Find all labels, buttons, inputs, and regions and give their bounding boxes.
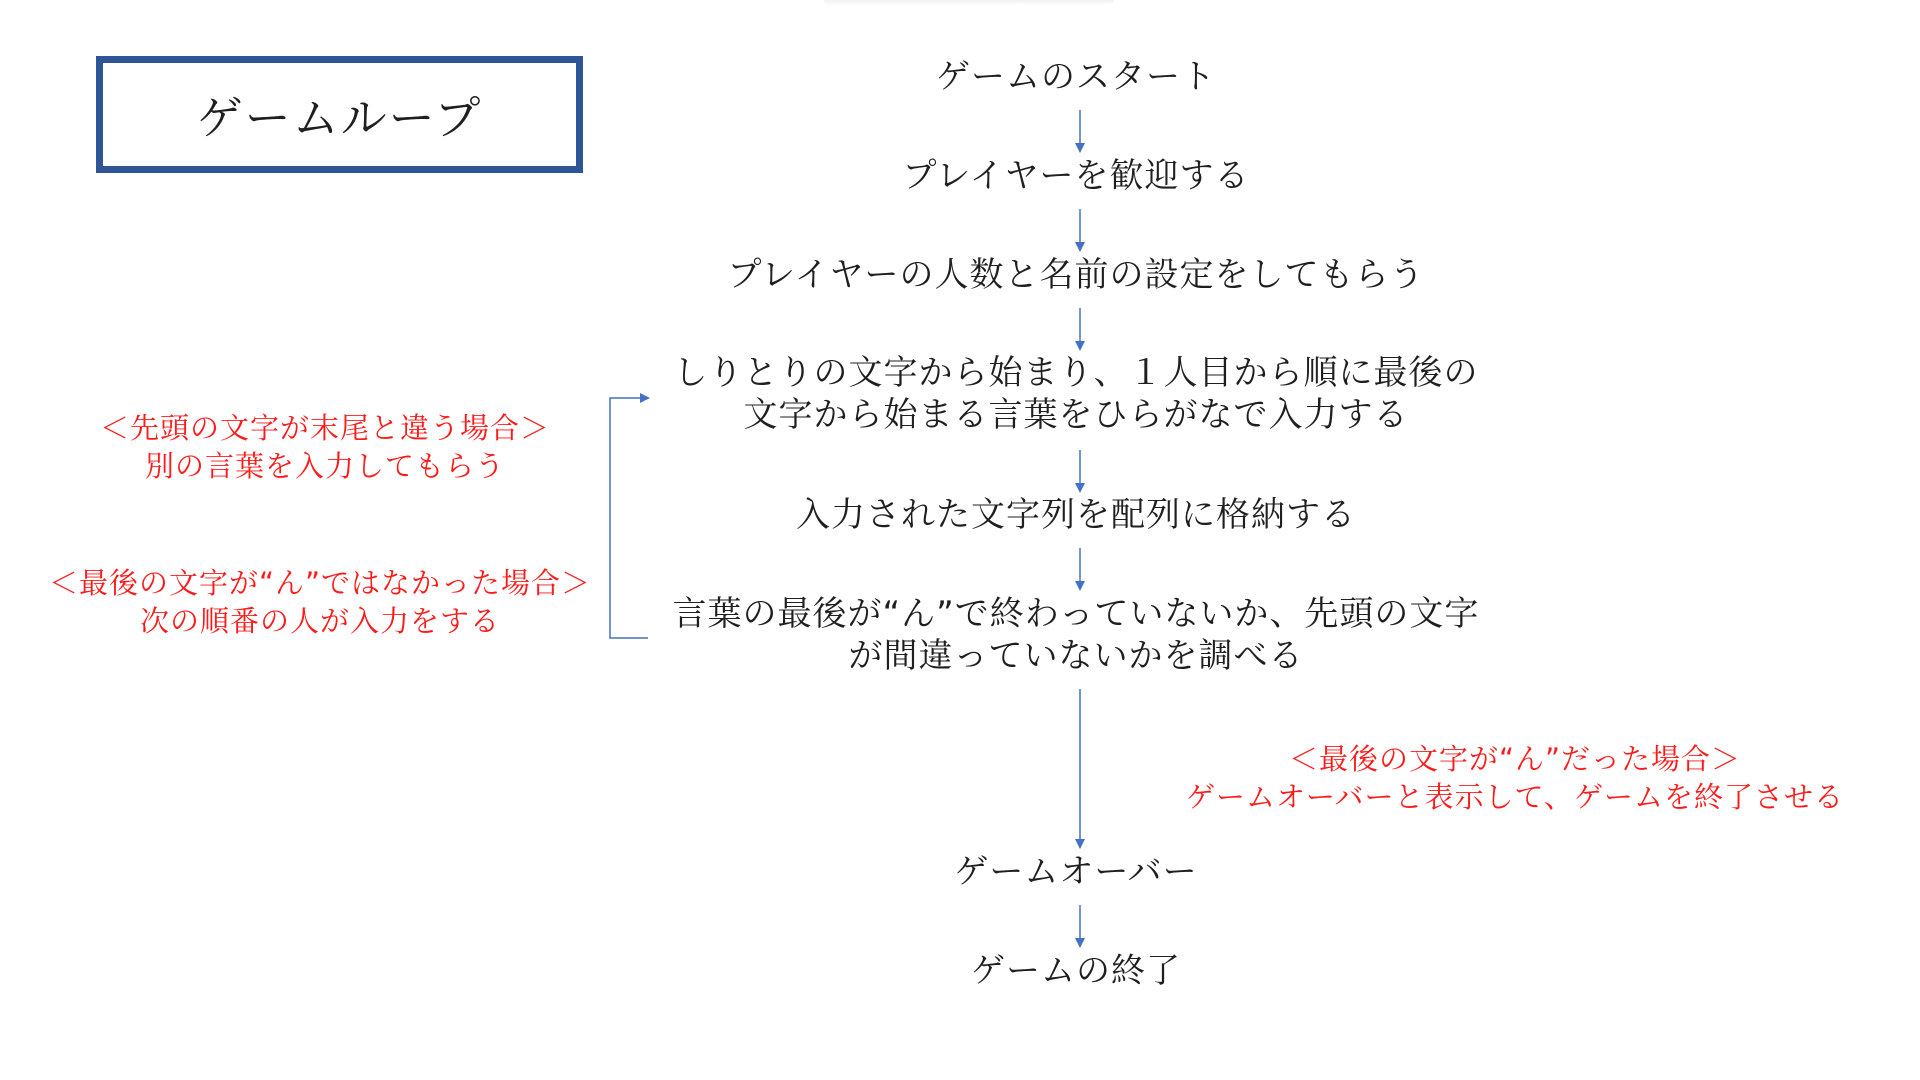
note-line: 別の言葉を入力してもらう (144, 449, 505, 483)
step-welcome-player (576, 155, 1576, 197)
step-line: が間違っていないかを調べる (848, 636, 1304, 676)
note-line: ＜先頭の文字が末尾と違う場合＞ (99, 411, 550, 445)
step-line: ゲームの終了 (971, 951, 1181, 991)
step-store-array (576, 494, 1576, 536)
step-line: 言葉の最後が“ん”で終わっていないか、先頭の文字 (672, 594, 1480, 634)
note-first-char-mismatch (70, 409, 580, 485)
note-line: ＜最後の文字が“ん”ではなかった場合＞ (48, 566, 592, 600)
step-check-word (576, 593, 1576, 677)
step-game-end (576, 950, 1576, 992)
step-line: しりとりの文字から始まり、１人目から順に最後の (673, 353, 1479, 393)
note-line: 次の順番の人が入力をする (139, 604, 500, 638)
step-player-setup (576, 254, 1576, 296)
note-last-char-not-n (30, 564, 610, 640)
step-game-over (576, 851, 1576, 893)
step-line: プレイヤーを歓迎する (902, 156, 1250, 196)
step-game-start (576, 56, 1576, 98)
step-line: ゲームのスタート (936, 57, 1216, 97)
top-tab-decoration (824, 0, 1114, 6)
note-line: ＜最後の文字が“ん”だった場合＞ (1288, 742, 1742, 776)
step-line: プレイヤーの人数と名前の設定をしてもらう (727, 255, 1425, 295)
title-text: ゲームループ (196, 90, 483, 145)
step-input-word (576, 352, 1576, 436)
note-last-char-is-n (1150, 740, 1880, 816)
title-box (96, 56, 583, 173)
step-line: 文字から始まる言葉をひらがなで入力する (743, 395, 1409, 435)
step-line: 入力された文字列を配列に格納する (796, 495, 1356, 535)
step-line: ゲームオーバー (954, 852, 1198, 892)
note-line: ゲームオーバーと表示して、ゲームを終了させる (1186, 780, 1844, 814)
